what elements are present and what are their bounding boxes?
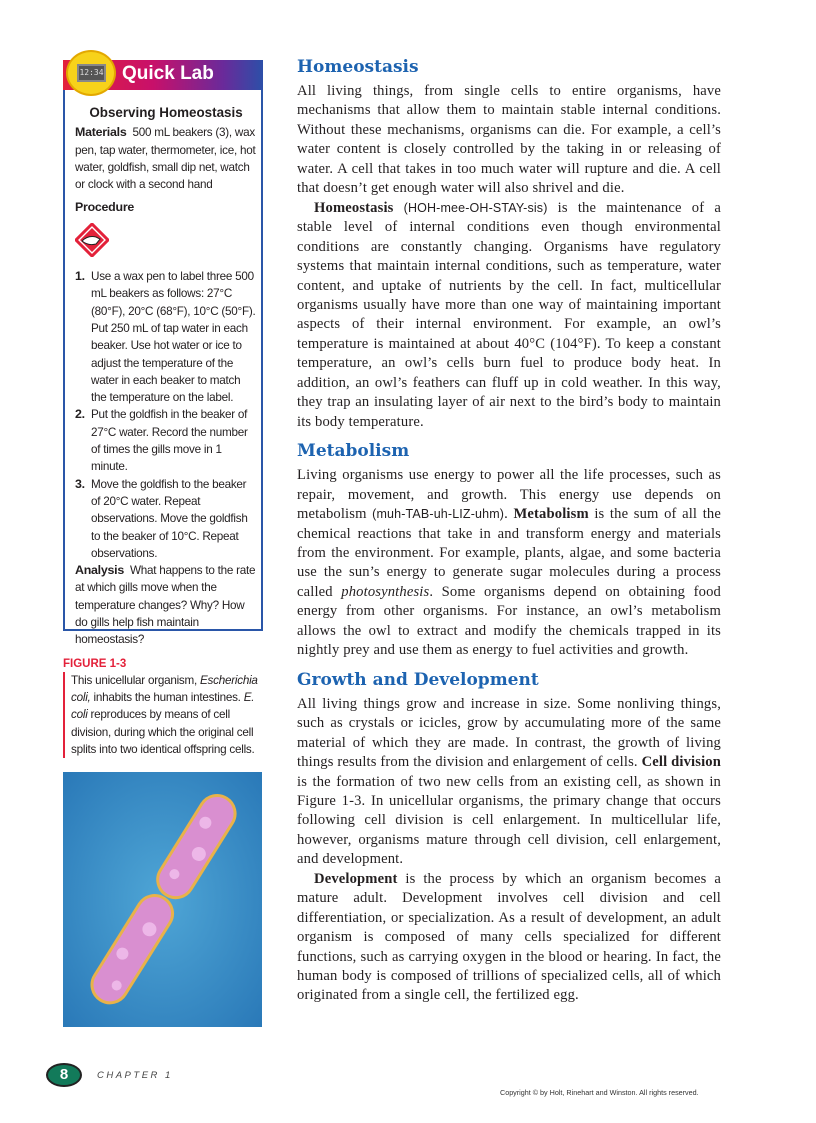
procedure-step: 3. Move the goldfish to the beaker of 20°C water. Repeat observations. Move the goldfish to the beaker of 10°C. Repeat observations. [75, 476, 248, 560]
section-heading: Growth and Development [297, 669, 539, 690]
key-term: Homeostasis [314, 199, 394, 216]
text-run: All living things, from single cells to entire organisms, have mechanisms that allow them to maintain stable internal conditions. Without these mechanisms, organisms can die. For example, a cell’s water content is closely controlled by the taking in or releasing of water. A cell that takes in too much water will rupture and die. A cell that doesn’t get enough water will also shrivel and die. [297, 83, 721, 197]
section-heading: Homeostasis [297, 57, 419, 77]
pronunciation: (muh-TAB-uh-LIZ-uhm) [372, 507, 505, 522]
page-number-badge: 8 [46, 1063, 82, 1087]
figure-caption [63, 656, 263, 758]
copyright: Copyright © by Holt, Rinehart and Winston. All rights reserved. [500, 1088, 699, 1097]
procedure-steps [75, 268, 257, 562]
text-run [393, 200, 403, 216]
body-paragraph [297, 466, 721, 661]
main-text-column [297, 56, 721, 1006]
key-term: Cell division [641, 754, 721, 771]
quick-lab-title: Observing Homeostasis [89, 105, 243, 120]
key-term: Metabolism [513, 506, 589, 523]
text-run: photosynthesis [341, 583, 430, 600]
body-paragraph [297, 870, 721, 1006]
analysis-label: Analysis [75, 563, 124, 578]
e-coli-micrograph [63, 772, 262, 1027]
stopwatch-display: 12:34 [77, 64, 106, 82]
section-heading: Metabolism [297, 441, 410, 462]
section [297, 669, 721, 1006]
body-paragraph [297, 199, 721, 432]
text-run: . [504, 506, 514, 523]
procedure-step: 2. Put the goldfish in the beaker of 27°C water. Record the number of times the gills move in 1 minute. [75, 407, 248, 474]
analysis-text: What happens to the rate at which gills move when the temperature changes? Why? How do gills help fish maintain homeostasis? [75, 564, 256, 647]
materials [75, 124, 257, 193]
stopwatch-icon [66, 50, 116, 96]
quick-lab-body [75, 104, 257, 649]
chapter-label: CHAPTER 1 [97, 1070, 173, 1081]
figure-caption-text: This unicellular organism, Escherichia coli, inhabits the human intestines. E. coli reproduces by means of cell division, during which the original cell splits into two identical offspring cells. [63, 672, 263, 758]
analysis [75, 562, 257, 648]
section [297, 56, 721, 432]
text-run: All living things grow and increase in size. Some nonliving things, such as crystals or icicles, grow by accumulating more of the same material of which they are made. In contrast, the growth of living things results from the division and enlargement of cells. [297, 695, 721, 771]
text-run: is the sum of all the chemical reactions that take in and transform energy and materials from the environment. For example, plants, algae, and some bacteria use the sun’s energy to generate sugar molecules during a process called [297, 506, 721, 600]
text-run: Living organisms use energy to power all the life processes, such as repair, movement, and growth. This energy use depends on metabolism [297, 467, 721, 523]
body-paragraph [297, 82, 721, 199]
text-run: is the maintenance of a stable level of internal conditions even though environmental conditions are constantly changing. Organisms have regulatory systems that maintain internal conditions, such as temperature, water content, and uptake of nutrients by the cell. In fact, multicellular organisms usually have more than one way of maintaining important aspects of their internal environment. For example, an owl’s temperature is maintained at about 40°C (104°F). To keep a constant temperature, an owl’s cells burn fuel to produce body heat. In addition, an owl’s feathers can fluff up in cold weather. In this way, they trap an insulating layer of air next to the bird’s body to maintain its body temperature. [297, 199, 721, 430]
materials-label: Materials [75, 125, 127, 140]
quick-lab-header: Quick Lab [122, 63, 214, 84]
materials-text: 500 mL beakers (3), wax pen, tap water, thermometer, ice, hot water, goldfish, small dip net, watch or clock with a second hand [75, 126, 256, 192]
body-paragraph [297, 695, 721, 870]
text-run: . Some organisms depend on obtaining food energy from other organisms. For instance, an owl’s metabolism allows the owl to extract and modify the chemicals trapped in its nightly prey and use them as energy to fuel activities and growth. [297, 583, 721, 659]
section [297, 440, 721, 661]
key-term: Development [314, 870, 398, 887]
figure-label: FIGURE 1-3 [63, 658, 127, 670]
text-run: is the process by which an organism becomes a mature adult. Development involves cell division and cell differentiation, or specialization. As a result of development, an adult organism is composed of many cells specialized for different functions, such as carrying oxygen in the blood or hearing. In fact, the human body is composed of trillions of specialized cells, all of which originated from a single cell, the fertilized egg. [297, 870, 721, 1004]
pronunciation: (HOH-mee-OH-STAY-sis) [403, 200, 548, 215]
procedure-step: 1. Use a wax pen to label three 500 mL beakers as follows: 27°C (80°F), 20°C (68°F), 10°C (50°F). Put 250 mL of tap water in each beaker. Use hot water or ice to adjust the temperature of the water in each beaker to match the temperature on the label. [75, 269, 256, 405]
procedure-label: Procedure [75, 200, 135, 215]
text-run: is the formation of two new cells from an existing cell, as shown in Figure 1-3. In unicellular organisms, the primary change that occurs following cell division is cell enlargement. In multicellular life, however, organisms mature through cell division, cell enlargement, and development. [297, 773, 721, 868]
hand-safety-icon [75, 223, 109, 257]
